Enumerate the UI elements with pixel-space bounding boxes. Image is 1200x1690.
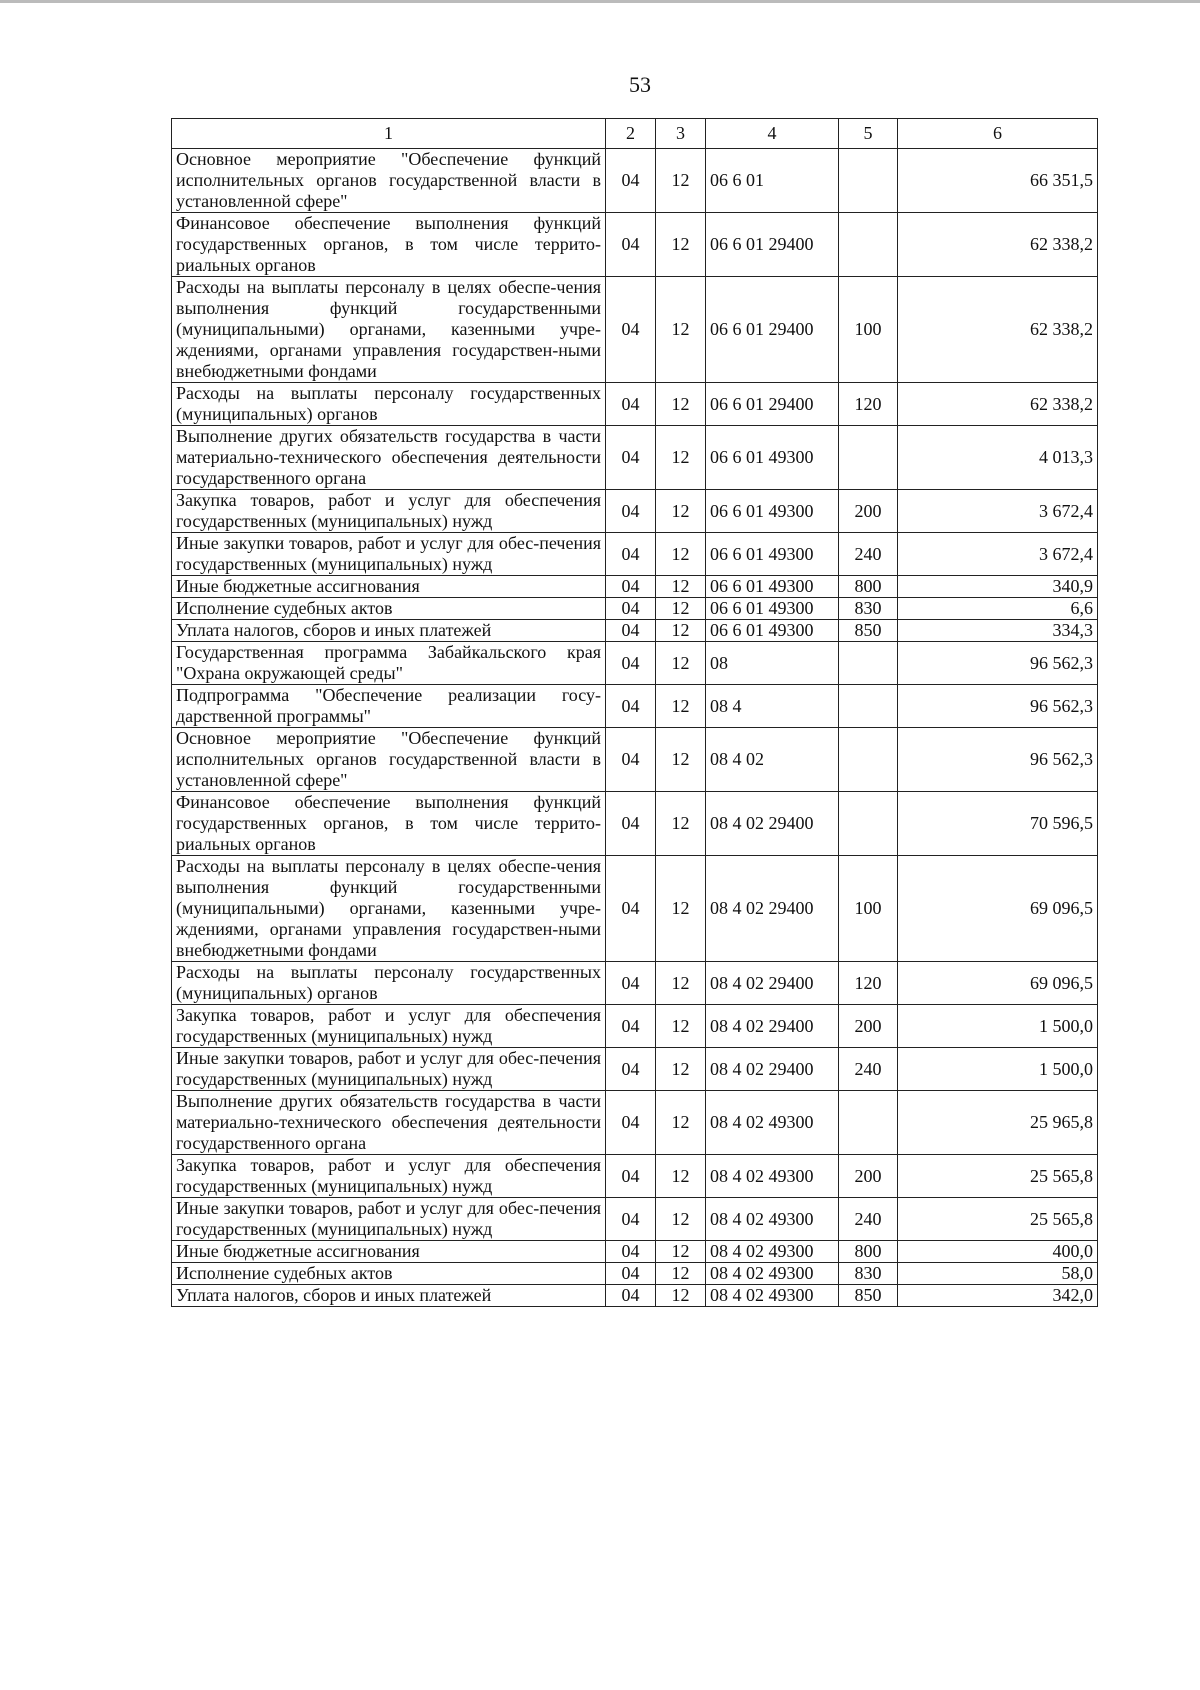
item-name-cell: Основное мероприятие "Обеспечение функций исполнительных органов государственной власти в установленной сфере" [172,149,606,213]
item-name-cell: Уплата налогов, сборов и иных платежей [172,620,606,642]
amount-cell: 342,0 [898,1285,1098,1307]
section-code-cell: 04 [606,576,656,598]
expense-type-code-cell: 830 [839,598,898,620]
expense-type-code-cell: 200 [839,1005,898,1048]
subsection-code-cell: 12 [656,213,706,277]
amount-cell: 69 096,5 [898,962,1098,1005]
amount-cell: 4 013,3 [898,426,1098,490]
amount-cell: 3 672,4 [898,533,1098,576]
amount-cell: 334,3 [898,620,1098,642]
scan-edge [0,0,1200,3]
expense-type-code-cell [839,149,898,213]
amount-cell: 70 596,5 [898,792,1098,856]
amount-cell: 3 672,4 [898,490,1098,533]
target-article-code-cell: 08 4 02 29400 [706,962,839,1005]
target-article-code-cell: 06 6 01 49300 [706,576,839,598]
table-row [172,1285,1098,1307]
expense-type-code-cell: 240 [839,1048,898,1091]
target-article-code-cell: 08 4 02 29400 [706,1048,839,1091]
target-article-code-cell: 06 6 01 49300 [706,533,839,576]
item-name-cell: Подпрограмма "Обеспечение реализации госу-дарственной программы" [172,685,606,728]
table-row [172,1241,1098,1263]
expense-type-code-cell [839,426,898,490]
item-name-cell: Закупка товаров, работ и услуг для обеспечения государственных (муниципальных) нужд [172,490,606,533]
expense-type-code-cell: 200 [839,1155,898,1198]
column-header: 1 [172,119,606,149]
target-article-code-cell: 08 4 02 49300 [706,1263,839,1285]
expense-type-code-cell: 100 [839,277,898,383]
subsection-code-cell: 12 [656,277,706,383]
target-article-code-cell: 06 6 01 [706,149,839,213]
section-code-cell: 04 [606,1263,656,1285]
section-code-cell: 04 [606,962,656,1005]
amount-cell: 96 562,3 [898,728,1098,792]
section-code-cell: 04 [606,792,656,856]
expense-type-code-cell: 200 [839,490,898,533]
item-name-cell: Иные закупки товаров, работ и услуг для обес-печения государственных (муниципальных) нужд [172,533,606,576]
amount-cell: 400,0 [898,1241,1098,1263]
section-code-cell: 04 [606,383,656,426]
target-article-code-cell: 08 4 [706,685,839,728]
amount-cell: 25 965,8 [898,1091,1098,1155]
target-article-code-cell: 08 4 02 29400 [706,856,839,962]
subsection-code-cell: 12 [656,490,706,533]
section-code-cell: 04 [606,213,656,277]
subsection-code-cell: 12 [656,1285,706,1307]
subsection-code-cell: 12 [656,383,706,426]
target-article-code-cell: 06 6 01 49300 [706,490,839,533]
table-row [172,426,1098,490]
section-code-cell: 04 [606,1241,656,1263]
table-row [172,149,1098,213]
section-code-cell: 04 [606,1155,656,1198]
item-name-cell: Иные закупки товаров, работ и услуг для обес-печения государственных (муниципальных) нужд [172,1048,606,1091]
item-name-cell: Основное мероприятие "Обеспечение функций исполнительных органов государственной власти в установленной сфере" [172,728,606,792]
subsection-code-cell: 12 [656,728,706,792]
target-article-code-cell: 06 6 01 49300 [706,426,839,490]
table-row [172,962,1098,1005]
amount-cell: 340,9 [898,576,1098,598]
subsection-code-cell: 12 [656,1198,706,1241]
amount-cell: 96 562,3 [898,642,1098,685]
table-row [172,1198,1098,1241]
item-name-cell: Иные бюджетные ассигнования [172,1241,606,1263]
item-name-cell: Расходы на выплаты персоналу в целях обеспе-чения выполнения функций государственными (муниципальными) органами, казенными учре-ждениями, органами управления государствен-ными внебюджетными фондами [172,277,606,383]
target-article-code-cell: 06 6 01 49300 [706,620,839,642]
item-name-cell: Расходы на выплаты персоналу государственных (муниципальных) органов [172,383,606,426]
subsection-code-cell: 12 [656,962,706,1005]
subsection-code-cell: 12 [656,1155,706,1198]
section-code-cell: 04 [606,598,656,620]
subsection-code-cell: 12 [656,576,706,598]
target-article-code-cell: 08 4 02 29400 [706,792,839,856]
column-header: 6 [898,119,1098,149]
target-article-code-cell: 06 6 01 29400 [706,213,839,277]
expense-type-code-cell: 850 [839,620,898,642]
table-row [172,383,1098,426]
section-code-cell: 04 [606,490,656,533]
subsection-code-cell: 12 [656,792,706,856]
amount-cell: 1 500,0 [898,1005,1098,1048]
subsection-code-cell: 12 [656,598,706,620]
table-row [172,533,1098,576]
section-code-cell: 04 [606,533,656,576]
amount-cell: 96 562,3 [898,685,1098,728]
expense-type-code-cell [839,792,898,856]
subsection-code-cell: 12 [656,685,706,728]
item-name-cell: Закупка товаров, работ и услуг для обеспечения государственных (муниципальных) нужд [172,1155,606,1198]
expense-type-code-cell: 240 [839,533,898,576]
item-name-cell: Уплата налогов, сборов и иных платежей [172,1285,606,1307]
subsection-code-cell: 12 [656,1091,706,1155]
section-code-cell: 04 [606,1285,656,1307]
target-article-code-cell: 08 4 02 49300 [706,1285,839,1307]
table-row [172,576,1098,598]
column-header: 5 [839,119,898,149]
expense-type-code-cell: 800 [839,1241,898,1263]
item-name-cell: Выполнение других обязательств государства в части материально-технического обеспечения деятельности государственного органа [172,1091,606,1155]
amount-cell: 69 096,5 [898,856,1098,962]
section-code-cell: 04 [606,1005,656,1048]
expense-type-code-cell: 850 [839,1285,898,1307]
section-code-cell: 04 [606,1091,656,1155]
amount-cell: 62 338,2 [898,213,1098,277]
amount-cell: 25 565,8 [898,1155,1098,1198]
subsection-code-cell: 12 [656,1241,706,1263]
expense-type-code-cell: 830 [839,1263,898,1285]
expense-type-code-cell [839,213,898,277]
section-code-cell: 04 [606,426,656,490]
table-row [172,277,1098,383]
section-code-cell: 04 [606,856,656,962]
amount-cell: 25 565,8 [898,1198,1098,1241]
amount-cell: 58,0 [898,1263,1098,1285]
subsection-code-cell: 12 [656,642,706,685]
subsection-code-cell: 12 [656,620,706,642]
item-name-cell: Выполнение других обязательств государства в части материально-технического обеспечения деятельности государственного органа [172,426,606,490]
section-code-cell: 04 [606,728,656,792]
item-name-cell: Финансовое обеспечение выполнения функций государственных органов, в том числе террито-риальных органов [172,213,606,277]
table-row [172,1155,1098,1198]
target-article-code-cell: 06 6 01 49300 [706,598,839,620]
subsection-code-cell: 12 [656,426,706,490]
item-name-cell: Иные закупки товаров, работ и услуг для обес-печения государственных (муниципальных) нужд [172,1198,606,1241]
table-row [172,1263,1098,1285]
header-row [172,119,1098,149]
column-header: 2 [606,119,656,149]
amount-cell: 1 500,0 [898,1048,1098,1091]
subsection-code-cell: 12 [656,533,706,576]
table-row [172,856,1098,962]
expense-type-code-cell: 240 [839,1198,898,1241]
expense-type-code-cell [839,728,898,792]
table-row [172,598,1098,620]
section-code-cell: 04 [606,642,656,685]
table-row [172,213,1098,277]
section-code-cell: 04 [606,149,656,213]
column-header: 4 [706,119,839,149]
budget-table [171,118,1098,1307]
target-article-code-cell: 08 4 02 [706,728,839,792]
expense-type-code-cell: 120 [839,383,898,426]
column-header: 3 [656,119,706,149]
section-code-cell: 04 [606,1198,656,1241]
section-code-cell: 04 [606,1048,656,1091]
table-row [172,792,1098,856]
table-row [172,1091,1098,1155]
item-name-cell: Исполнение судебных актов [172,1263,606,1285]
table-row [172,490,1098,533]
target-article-code-cell: 08 4 02 49300 [706,1198,839,1241]
target-article-code-cell: 08 4 02 49300 [706,1091,839,1155]
section-code-cell: 04 [606,685,656,728]
table-row [172,1005,1098,1048]
subsection-code-cell: 12 [656,856,706,962]
table-body [172,149,1098,1307]
item-name-cell: Финансовое обеспечение выполнения функций государственных органов, в том числе террито-риальных органов [172,792,606,856]
item-name-cell: Иные бюджетные ассигнования [172,576,606,598]
amount-cell: 62 338,2 [898,383,1098,426]
item-name-cell: Расходы на выплаты персоналу в целях обеспе-чения выполнения функций государственными (муниципальными) органами, казенными учре-ждениями, органами управления государствен-ными внебюджетными фондами [172,856,606,962]
item-name-cell: Расходы на выплаты персоналу государственных (муниципальных) органов [172,962,606,1005]
expense-type-code-cell [839,685,898,728]
table-row [172,642,1098,685]
expense-type-code-cell: 800 [839,576,898,598]
expense-type-code-cell [839,642,898,685]
target-article-code-cell: 08 [706,642,839,685]
item-name-cell: Закупка товаров, работ и услуг для обеспечения государственных (муниципальных) нужд [172,1005,606,1048]
subsection-code-cell: 12 [656,149,706,213]
table-row [172,685,1098,728]
target-article-code-cell: 08 4 02 29400 [706,1005,839,1048]
table-row [172,728,1098,792]
target-article-code-cell: 08 4 02 49300 [706,1241,839,1263]
table-row [172,1048,1098,1091]
amount-cell: 62 338,2 [898,277,1098,383]
subsection-code-cell: 12 [656,1263,706,1285]
target-article-code-cell: 08 4 02 49300 [706,1155,839,1198]
section-code-cell: 04 [606,620,656,642]
section-code-cell: 04 [606,277,656,383]
amount-cell: 6,6 [898,598,1098,620]
subsection-code-cell: 12 [656,1005,706,1048]
item-name-cell: Государственная программа Забайкальского края "Охрана окружающей среды" [172,642,606,685]
target-article-code-cell: 06 6 01 29400 [706,383,839,426]
expense-type-code-cell: 100 [839,856,898,962]
expense-type-code-cell: 120 [839,962,898,1005]
subsection-code-cell: 12 [656,1048,706,1091]
item-name-cell: Исполнение судебных актов [172,598,606,620]
target-article-code-cell: 06 6 01 29400 [706,277,839,383]
page-number: 53 [629,72,651,97]
amount-cell: 66 351,5 [898,149,1098,213]
table-row [172,620,1098,642]
expense-type-code-cell [839,1091,898,1155]
